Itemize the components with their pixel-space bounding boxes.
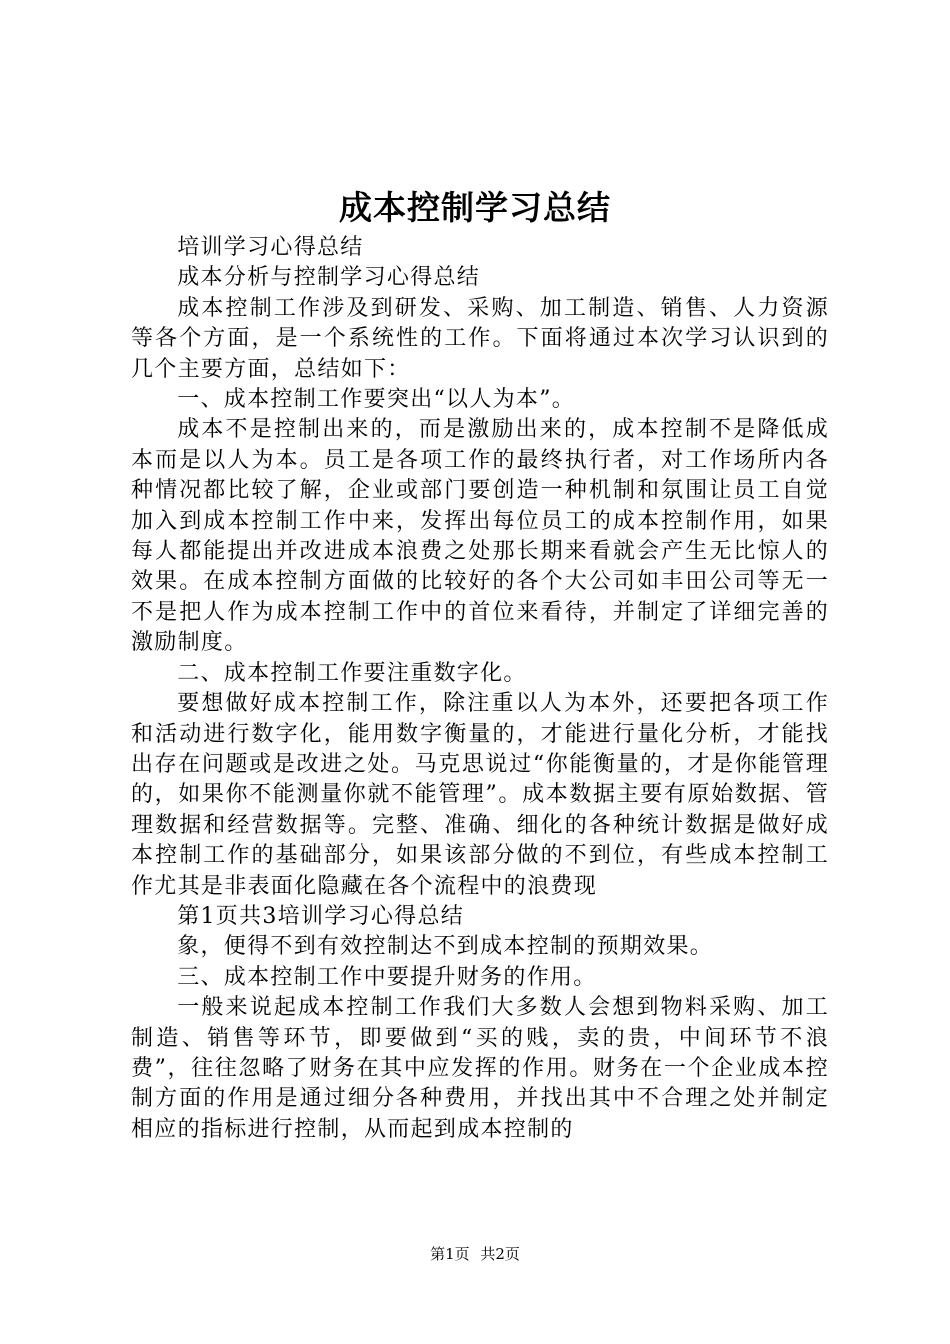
section-heading: 二、成本控制工作要注重数字化。 xyxy=(177,660,527,686)
paragraph: 培训学习心得总结 xyxy=(177,235,364,260)
document-title: 成本控制学习总结 xyxy=(339,188,611,227)
paragraph: 成本分析与控制学习心得总结 xyxy=(177,265,481,291)
paragraph: 成本不是控制出来的，而是激励出来的，成本控制不是降低成本而是以人为本。员工是各项工作的最终执行者，对工作场所内各种情况都比较了解，企业或部门要创造一种机制和氛围让员工自觉加入到成本控制工作中来，发挥出每位员工的成本控制作用，如果每人都能提出并改进成本浪费之处那长期来看就会产生无比惊人的效果。在成本控制方面做的比较好的各个大公司如丰田公司等无一不是把人作为成本控制工作中的首位来看待，并制定了详细完善的激励制度。 xyxy=(131,417,829,656)
page-total: 共2页 xyxy=(480,1245,520,1263)
page-number: 第1页 xyxy=(430,1245,470,1263)
paragraph: 象，便得不到有效控制达不到成本控制的预期效果。 xyxy=(177,934,714,960)
page-footer xyxy=(0,1244,950,1264)
paragraph: 成本控制工作涉及到研发、采购、加工制造、销售、人力资源等各个方面，是一个系统性的工作。下面将通过本次学习认识到的几个主要方面，总结如下： xyxy=(131,295,829,382)
document-body xyxy=(131,233,829,1145)
section-heading: 一、成本控制工作要突出“以人为本”。 xyxy=(177,387,576,413)
section-heading: 三、成本控制工作中要提升财务的作用。 xyxy=(177,964,597,990)
paragraph: 要想做好成本控制工作，除注重以人为本外，还要把各项工作和活动进行数字化，能用数字衡量的，才能进行量化分析，才能找出存在问题或是改进之处。马克思说过“你能衡量的，才是你能管理的，如果你不能测量你就不能管理”。成本数据主要有原始数据、管理数据和经营数据等。完整、准确、细化的各种统计数据是做好成本控制工作的基础部分，如果该部分做的不到位，有些成本控制工作尤其是非表面化隐藏在各个流程中的浪费现 xyxy=(131,691,829,899)
page-break-note: 第1页共3培训学习心得总结 xyxy=(177,903,465,929)
paragraph: 一般来说起成本控制工作我们大多数人会想到物料采购、加工制造、销售等环节，即要做到“买的贱，卖的贵，中间环节不浪费”，往往忽略了财务在其中应发挥的作用。财务在一个企业成本控制方面的作用是通过细分各种费用，并找出其中不合理之处并制定相应的指标进行控制，从而起到成本控制的 xyxy=(131,995,829,1142)
